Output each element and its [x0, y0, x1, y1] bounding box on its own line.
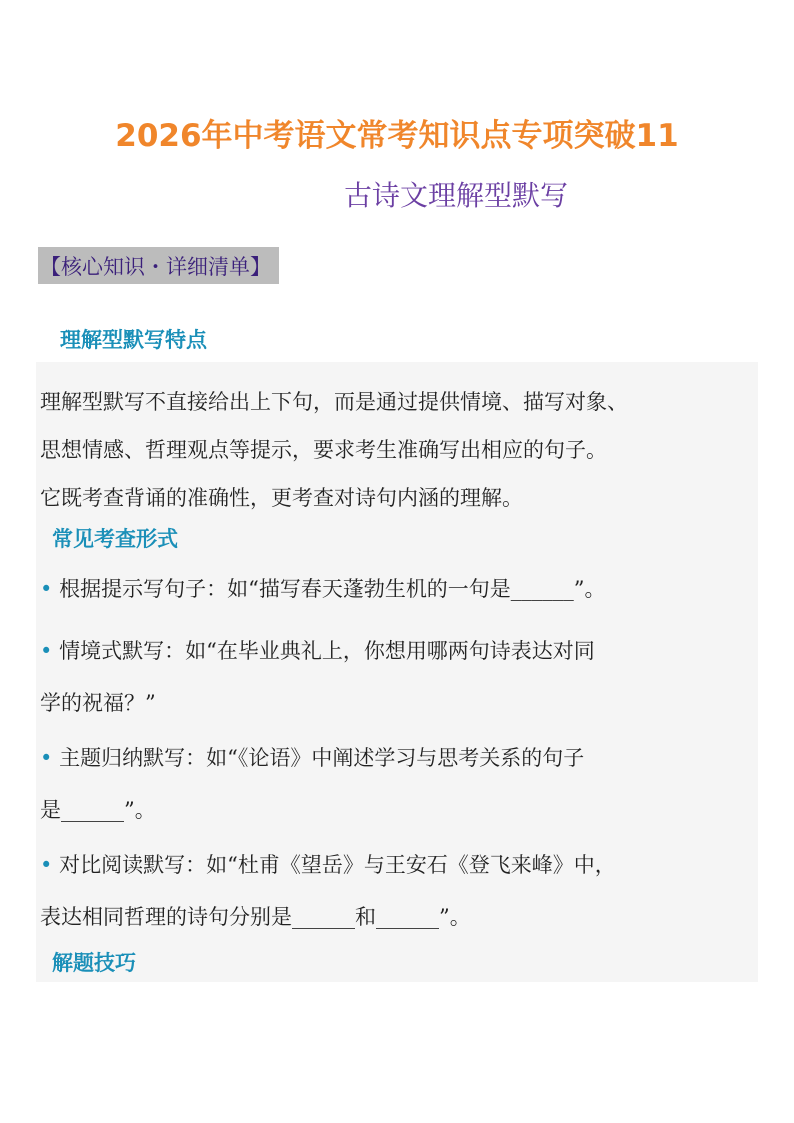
bullet-icon: •	[40, 577, 53, 601]
heading-forms: 常见考查形式	[52, 527, 178, 551]
document-subtitle: 古诗文理解型默写	[344, 179, 569, 212]
heading-features: 理解型默写特点	[60, 328, 207, 352]
bullet-icon: •	[40, 746, 53, 770]
features-line: 理解型默写不直接给出上下句，而是通过提供情境、描写对象、	[40, 390, 628, 414]
features-line: 它既考查背诵的准确性，更考查对诗句内涵的理解。	[40, 486, 523, 510]
bullet-icon: •	[40, 853, 53, 877]
features-line: 思想情感、哲理观点等提示，要求考生准确写出相应的句子。	[40, 438, 607, 462]
bullet-icon: •	[40, 639, 53, 663]
features-paragraph	[40, 378, 780, 522]
list-item: • 根据提示写句子：如“描写春天蓬勃生机的一句是______”。	[40, 577, 606, 601]
list-item: • 情境式默写：如“在毕业典礼上，你想用哪两句诗表达对同 学的祝福？”	[40, 639, 595, 715]
document-title: 2026年中考语文常考知识点专项突破11	[115, 118, 679, 154]
list-item: • 对比阅读默写：如“杜甫《望岳》与王安石《登飞来峰》中， 表达相同哲理的诗句分别是______和______”。	[40, 853, 616, 929]
list-item: • 主题归纳默写：如“《论语》中阐述学习与思考关系的句子 是______”。	[40, 746, 585, 822]
heading-tips: 解题技巧	[52, 951, 136, 975]
section-badge: 【核心知识・详细清单】	[38, 247, 279, 284]
